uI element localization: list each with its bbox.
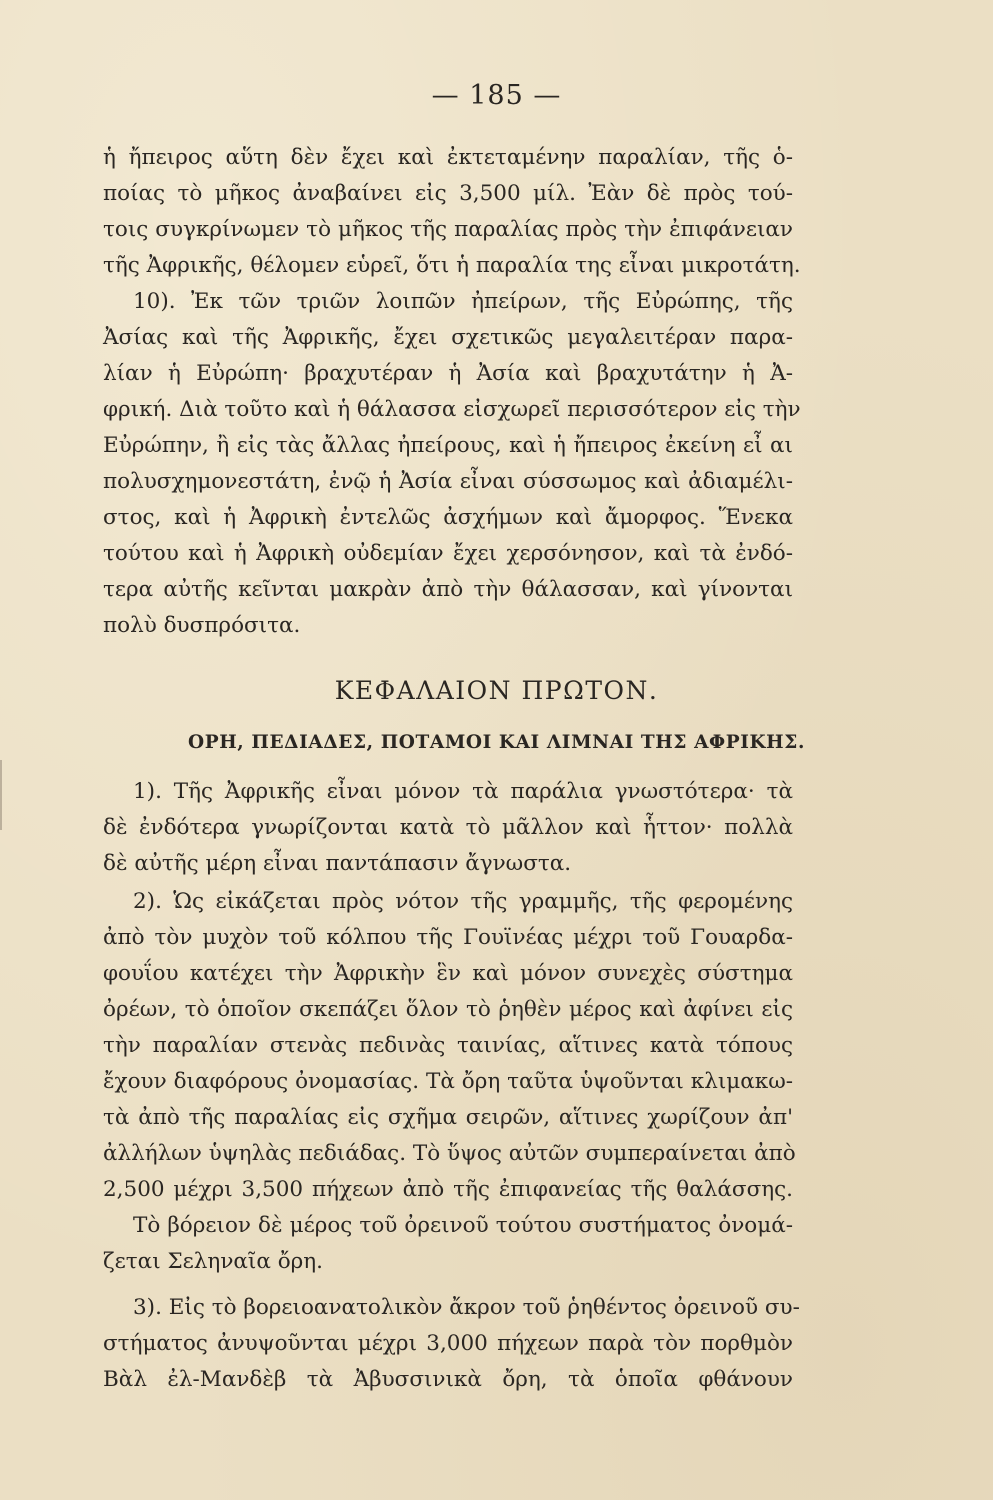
text-line: τερα αὐτῆς κεῖνται μακρὰν ἀπὸ τὴν θάλασσαν, καὶ γίνονται [103,577,793,602]
section-title: ΟΡΗ, ΠΕΔΙΑΔΕΣ, ΠΟΤΑΜΟΙ ΚΑΙ ΛΙΜΝΑΙ ΤΗΣ ΑΦΡΙΚΗΣ. [188,732,805,753]
paragraph-2 [103,884,796,1280]
text-line: 3). Εἰς τὸ βορειοανατολικὸν ἄκρον τοῦ ῥηθέντος ὀρεινοῦ συ- [133,1295,800,1320]
text-line: ἀλλήλων ὑψηλὰς πεδιάδας. Τὸ ὕψος αὐτῶν συμπεραίνεται ἀπὸ [103,1141,796,1166]
text-line: φρική. Διὰ τοῦτο καὶ ἡ θάλασσα εἰσχωρεῖ περισσότερον εἰς τὴν [103,397,801,422]
chapter-title: ΚΕΦΑΛΑΙΟΝ ΠΡΩΤΟΝ. [334,676,659,705]
intro-paragraph [103,140,801,284]
text-line: 10). Ἐκ τῶν τριῶν λοιπῶν ἠπείρων, τῆς Εὐρώπης, τῆς [133,289,793,314]
text-line: 2,500 μέχρι 3,500 πήχεων ἀπὸ τῆς ἐπιφανείας τῆς θαλάσσης. [103,1177,793,1202]
paragraph-3 [103,1290,800,1398]
paragraph-10 [103,284,801,644]
text-line: Ἀσίας καὶ τῆς Ἀφρικῆς, ἔχει σχετικῶς μεγαλειτέραν παρα- [103,325,793,350]
text-line: λίαν ἡ Εὐρώπη· βραχυτέραν ἡ Ἀσία καὶ βραχυτάτην ἡ Ἀ- [103,361,793,386]
text-line: ἔχουν διαφόρους ὀνομασίας. Τὰ ὄρη ταῦτα ὑψοῦνται κλιμακω- [103,1069,793,1094]
text-line: πολυσχημονεστάτη, ἐνῷ ἡ Ἀσία εἶναι σύσσωμος καὶ ἀδιαμέλι- [103,469,793,494]
text-line: τὰ ἀπὸ τῆς παραλίας εἰς σχῆμα σειρῶν, αἵτινες χωρίζουν ἀπ' [103,1105,793,1130]
text-line: 1). Τῆς Ἀφρικῆς εἶναι μόνον τὰ παράλια γνωστότερα· τὰ [133,779,793,804]
paragraph-1 [103,774,793,882]
text-line: τούτου καὶ ἡ Ἀφρικὴ οὐδεμίαν ἔχει χερσόνησον, καὶ τὰ ἐνδό- [103,541,793,566]
text-line: Εὐρώπην, ἢ εἰς τὰς ἄλλας ἠπείρους, καὶ ἡ ἤπειρος ἐκείνη εἶ αι [103,433,793,458]
text-line: φουΐου κατέχει τὴν Ἀφρικὴν ἓν καὶ μόνον συνεχὲς σύστημα [103,961,793,986]
page-edge-mark [0,760,10,830]
text-line: ἡ ἤπειρος αὕτη δὲν ἔχει καὶ ἐκτεταμένην παραλίαν, τῆς ὁ- [103,145,793,170]
text-line: ποίας τὸ μῆκος ἀναβαίνει εἰς 3,500 μίλ. Ἐὰν δὲ πρὸς τού- [103,181,793,206]
text-line: 2). Ὡς εἰκάζεται πρὸς νότον τῆς γραμμῆς, τῆς φερομένης [133,889,793,914]
page-number: — 185 — [431,80,562,111]
text-line: δὲ ἐνδότερα γνωρίζονται κατὰ τὸ μᾶλλον καὶ ἧττον· πολλὰ [103,815,793,840]
text-line: ὀρέων, τὸ ὁποῖον σκεπάζει ὅλον τὸ ῥηθὲν μέρος καὶ ἀφίνει εἰς [103,997,793,1022]
text-line: τῆς Ἀφρικῆς, θέλομεν εὑρεῖ, ὅτι ἡ παραλία της εἶναι μικροτάτη. [103,253,801,278]
text-line: Βὰλ ἐλ-Μανδὲβ τὰ Ἀβυσσινικὰ ὄρη, τὰ ὁποῖα φθάνουν [103,1367,793,1392]
text-line: στος, καὶ ἡ Ἀφρικὴ ἐντελῶς ἀσχήμων καὶ ἄμορφος. Ἕνεκα [103,505,793,530]
text-line: τοις συγκρίνωμεν τὸ μῆκος τῆς παραλίας πρὸς τὴν ἐπιφάνειαν [103,217,793,242]
text-line: δὲ αὐτῆς μέρη εἶναι παντάπασιν ἄγνωστα. [103,851,572,876]
text-line: ἀπὸ τὸν μυχὸν τοῦ κόλπου τῆς Γουϊνέας μέχρι τοῦ Γουαρδα- [103,925,793,950]
text-line: τὴν παραλίαν στενὰς πεδινὰς ταινίας, αἵτινες κατὰ τόπους [103,1033,793,1058]
text-line: πολὺ δυσπρόσιτα. [103,613,301,638]
text-line: στήματος ἀνυψοῦνται μέχρι 3,000 πήχεων παρὰ τὸν πορθμὸν [103,1331,793,1356]
text-line: Τὸ βόρειον δὲ μέρος τοῦ ὀρεινοῦ τούτου συστήματος ὀνομά- [133,1213,793,1238]
text-line: ζεται Σεληναῖα ὄρη. [103,1249,323,1274]
